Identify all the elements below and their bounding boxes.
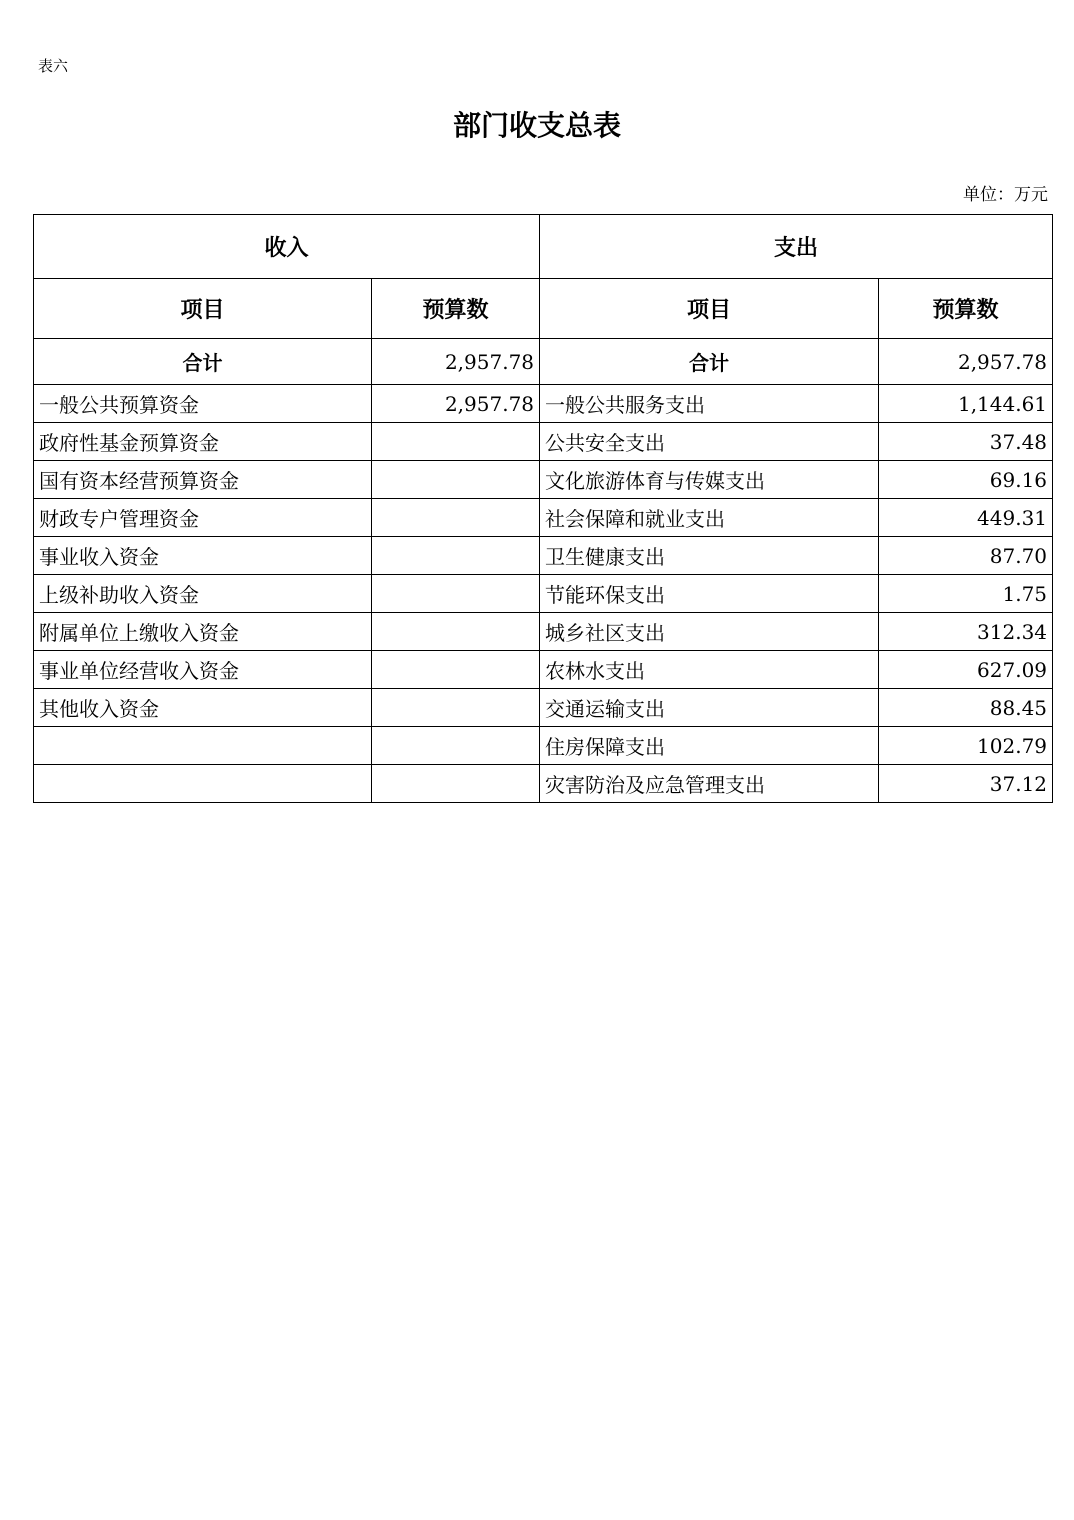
income-item-cell bbox=[34, 765, 372, 803]
total-row bbox=[34, 339, 1053, 385]
income-item-cell bbox=[34, 727, 372, 765]
expense-value-cell: 87.70 bbox=[879, 537, 1053, 575]
income-value-cell bbox=[372, 689, 540, 727]
expense-item-cell: 城乡社区支出 bbox=[540, 613, 879, 651]
group-header-row bbox=[34, 215, 1053, 279]
table-row bbox=[34, 689, 1053, 727]
expense-item-cell: 一般公共服务支出 bbox=[540, 385, 879, 423]
expense-value-cell: 449.31 bbox=[879, 499, 1053, 537]
expense-value-cell: 102.79 bbox=[879, 727, 1053, 765]
expense-item-cell: 灾害防治及应急管理支出 bbox=[540, 765, 879, 803]
expense-item-cell: 交通运输支出 bbox=[540, 689, 879, 727]
income-value-cell bbox=[372, 537, 540, 575]
income-item-cell: 附属单位上缴收入资金 bbox=[34, 613, 372, 651]
income-item-cell: 国有资本经营预算资金 bbox=[34, 461, 372, 499]
income-item-cell: 政府性基金预算资金 bbox=[34, 423, 372, 461]
income-value-cell: 2,957.78 bbox=[372, 385, 540, 423]
income-group-header: 收入 bbox=[34, 215, 540, 279]
income-value-cell bbox=[372, 727, 540, 765]
table-row bbox=[34, 499, 1053, 537]
expense-budget-header: 预算数 bbox=[879, 279, 1053, 339]
income-value-cell bbox=[372, 575, 540, 613]
expense-value-cell: 1,144.61 bbox=[879, 385, 1053, 423]
expense-value-cell: 312.34 bbox=[879, 613, 1053, 651]
expense-item-cell: 公共安全支出 bbox=[540, 423, 879, 461]
income-item-cell: 事业收入资金 bbox=[34, 537, 372, 575]
page-title: 部门收支总表 bbox=[452, 109, 621, 142]
table-row bbox=[34, 727, 1053, 765]
expense-value-cell: 69.16 bbox=[879, 461, 1053, 499]
income-value-cell bbox=[372, 651, 540, 689]
income-value-cell bbox=[372, 461, 540, 499]
expense-item-cell: 卫生健康支出 bbox=[540, 537, 879, 575]
table-row bbox=[34, 765, 1053, 803]
expense-total-label: 合计 bbox=[540, 339, 879, 385]
table-row bbox=[34, 575, 1053, 613]
income-value-cell bbox=[372, 423, 540, 461]
expense-value-cell: 37.12 bbox=[879, 765, 1053, 803]
income-item-cell: 上级补助收入资金 bbox=[34, 575, 372, 613]
income-value-cell bbox=[372, 613, 540, 651]
expense-total-value: 2,957.78 bbox=[879, 339, 1053, 385]
income-total-label: 合计 bbox=[34, 339, 372, 385]
income-item-cell: 一般公共预算资金 bbox=[34, 385, 372, 423]
expense-item-cell: 农林水支出 bbox=[540, 651, 879, 689]
column-header-row bbox=[34, 279, 1053, 339]
table-number: 表六 bbox=[38, 57, 69, 75]
expense-item-cell: 社会保障和就业支出 bbox=[540, 499, 879, 537]
expense-item-cell: 文化旅游体育与传媒支出 bbox=[540, 461, 879, 499]
income-budget-header: 预算数 bbox=[372, 279, 540, 339]
expense-item-cell: 节能环保支出 bbox=[540, 575, 879, 613]
income-item-cell: 事业单位经营收入资金 bbox=[34, 651, 372, 689]
table-row bbox=[34, 613, 1053, 651]
table-row bbox=[34, 651, 1053, 689]
income-item-cell: 其他收入资金 bbox=[34, 689, 372, 727]
unit-label: 单位：万元 bbox=[963, 185, 1048, 205]
income-item-header: 项目 bbox=[34, 279, 372, 339]
table-row bbox=[34, 537, 1053, 575]
expense-value-cell: 37.48 bbox=[879, 423, 1053, 461]
table-row bbox=[34, 385, 1053, 423]
expense-item-cell: 住房保障支出 bbox=[540, 727, 879, 765]
table-row bbox=[34, 461, 1053, 499]
expense-value-cell: 627.09 bbox=[879, 651, 1053, 689]
income-value-cell bbox=[372, 765, 540, 803]
table-row bbox=[34, 423, 1053, 461]
expense-group-header: 支出 bbox=[540, 215, 1053, 279]
budget-table bbox=[33, 214, 1053, 803]
income-value-cell bbox=[372, 499, 540, 537]
income-total-value: 2,957.78 bbox=[372, 339, 540, 385]
expense-value-cell: 1.75 bbox=[879, 575, 1053, 613]
expense-item-header: 项目 bbox=[540, 279, 879, 339]
expense-value-cell: 88.45 bbox=[879, 689, 1053, 727]
income-item-cell: 财政专户管理资金 bbox=[34, 499, 372, 537]
